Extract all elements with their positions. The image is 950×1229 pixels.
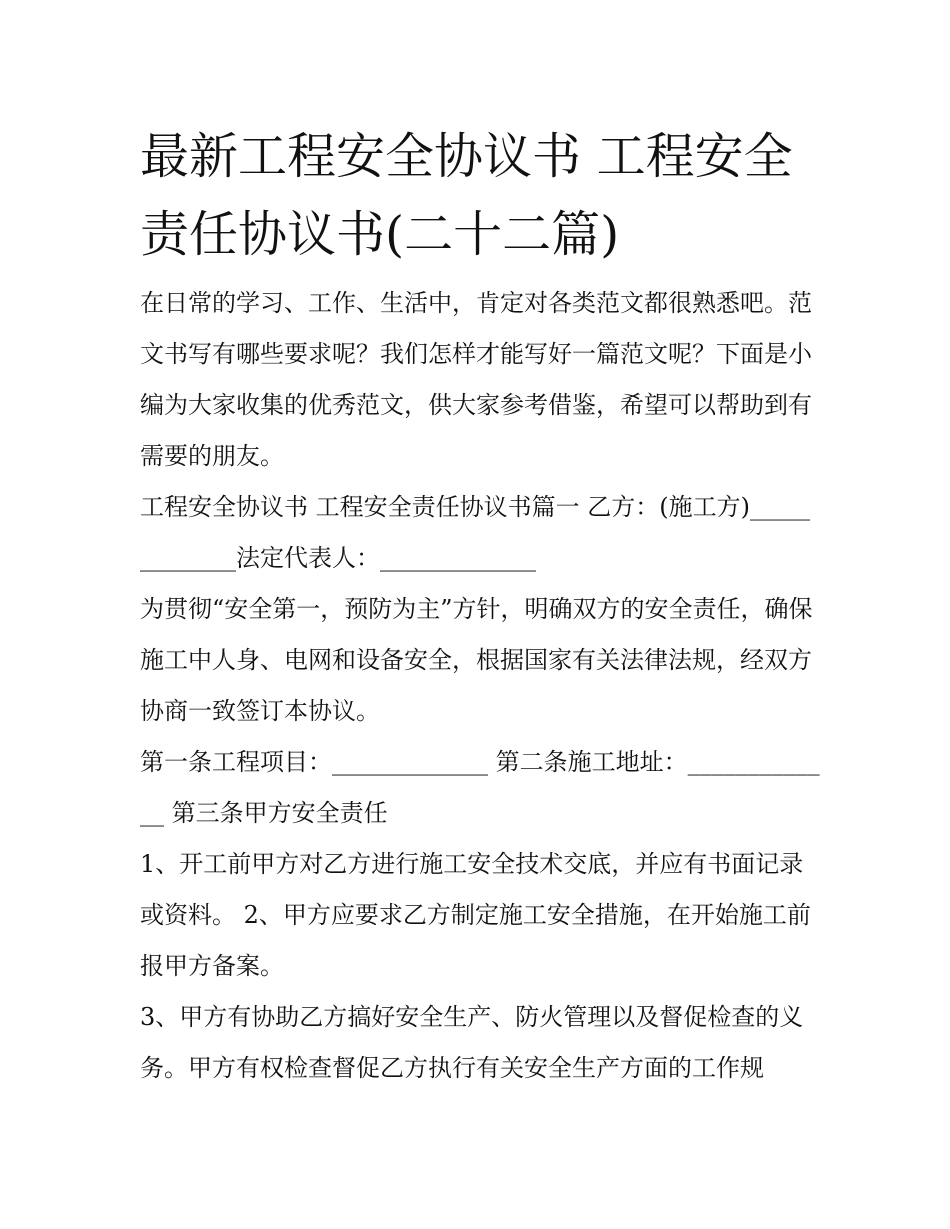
- party-b-paragraph: 工程安全协议书 工程安全责任协议书篇一 乙方：(施工方)_____________法定代表人：_____________: [140, 493, 810, 572]
- party-a-obligation-paragraph: 3、甲方有协助乙方搞好安全生产、防火管理以及督促检查的义务。甲方有权检查督促乙方执行有关安全生产方面的工作规: [140, 1003, 804, 1082]
- party-a-duties-paragraph: 1、开工前甲方对乙方进行施工安全技术交底，并应有书面记录或资料。 2、甲方应要求乙方制定施工安全措施，在开始施工前报甲方备案。: [140, 850, 811, 980]
- purpose-paragraph: 为贯彻“安全第一，预防为主”方针，明确双方的安全责任，确保施工中人身、电网和设备安全，根据国家有关法律法规，经双方协商一致签订本协议。: [140, 595, 813, 725]
- document-page: [140, 118, 820, 1094]
- document-title: 最新工程安全协议书 工程安全责任协议书(二十二篇): [140, 128, 793, 263]
- intro-paragraph: 在日常的学习、工作、生活中，肯定对各类范文都很熟悉吧。范文书写有哪些要求呢？我们怎样才能写好一篇范文呢？下面是小编为大家收集的优秀范文，供大家参考借鉴，希望可以帮助到有需要的朋友。: [140, 289, 812, 470]
- articles-paragraph: 第一条工程项目：_____________ 第二条施工地址：_____________ 第三条甲方安全责任: [140, 748, 820, 827]
